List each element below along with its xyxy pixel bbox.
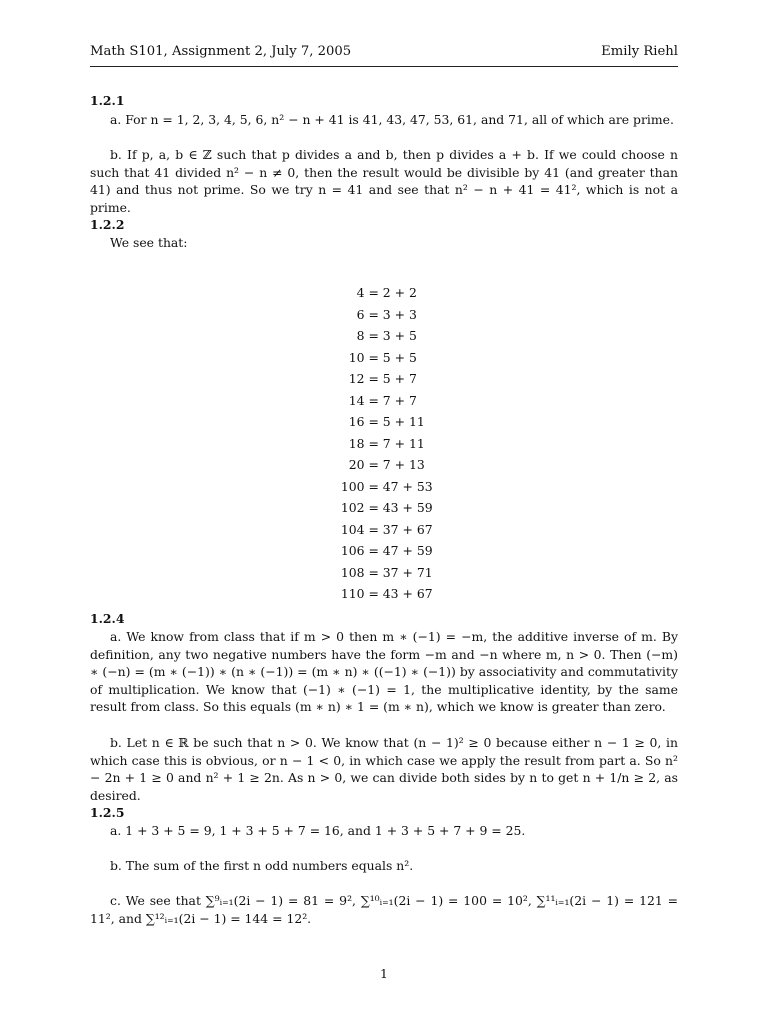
equals-sign: = (364, 414, 383, 429)
equals-sign: = (364, 543, 383, 558)
equation-rhs: 5 + 5 (382, 349, 417, 365)
equation-row (90, 540, 678, 562)
equation-row (90, 476, 678, 498)
equation-rhs: 43 + 59 (382, 500, 433, 515)
equation-row (90, 454, 678, 476)
equation-lhs: 20 (348, 457, 365, 472)
equation-row (90, 347, 678, 369)
page-number: 1 (380, 966, 388, 981)
equation-rhs: 3 + 3 (382, 306, 417, 322)
equation-rhs: 7 + 7 (382, 392, 417, 408)
equation-rhs: 5 + 7 (382, 371, 417, 386)
problem-1-2-5-b: b. The sum of the first n odd numbers equals n². (110, 858, 414, 873)
problem-1-2-4-a: a. We know from class that if m > 0 then m ∗ (−1) = −m, the additive inverse of m. By definition, any two negative numbers have the form −m and −n where m, n > 0. Then (−m) ∗ (−n) = (m ∗ (−1)) ∗ (n ∗ (−1)) = (m ∗ n) ∗ ((−1) ∗ (−1)) by associativity and commutativity of multiplication. We know that (−1) ∗ (−1) = 1, the multiplicative identity, by the same result from class. So this equals (m ∗ n) ∗ 1 = (m ∗ n), which we know is greater than zero. (90, 629, 682, 715)
equation-lhs: 10 (348, 349, 365, 365)
equals-sign: = (364, 285, 383, 300)
equals-sign: = (364, 349, 383, 365)
equation-rhs: 37 + 67 (382, 521, 433, 537)
section-title-1-2-1: 1.2.1 (90, 93, 125, 108)
equation-row (90, 562, 678, 584)
paper-page (90, 0, 682, 1024)
equation-row (90, 282, 678, 304)
equation-lhs: 100 (340, 478, 365, 494)
header-author: Emily Riehl (601, 44, 678, 59)
equation-lhs: 102 (340, 500, 365, 515)
equation-lhs: 14 (348, 392, 365, 408)
equals-sign: = (364, 328, 383, 343)
equation-rhs: 47 + 53 (382, 478, 433, 494)
problem-1-2-1-a: a. For n = 1, 2, 3, 4, 5, 6, n² − n + 41 is 41, 43, 47, 53, 61, and 71, all of which are prime. (110, 112, 674, 127)
equation-lhs: 4 (356, 285, 365, 300)
equation-lhs: 108 (340, 564, 365, 580)
equals-sign: = (364, 457, 383, 472)
problem-1-2-5-c: c. We see that ∑⁹ᵢ₌₁(2i − 1) = 81 = 9², ∑¹⁰ᵢ₌₁(2i − 1) = 100 = 10², ∑¹¹ᵢ₌₁(2i − 1) = 121 = 11², and ∑¹²ᵢ₌₁(2i − 1) = 144 = 12². (90, 893, 682, 926)
equals-sign: = (364, 371, 383, 386)
equation-rhs: 3 + 5 (382, 328, 417, 343)
equals-sign: = (364, 500, 383, 515)
equation-row (90, 390, 678, 412)
equation-row (90, 304, 678, 326)
equation-lhs: 106 (340, 543, 365, 558)
equation-lhs: 104 (340, 521, 365, 537)
header-rule (90, 66, 678, 67)
equation-rhs: 47 + 59 (382, 543, 433, 558)
problem-1-2-1-b: b. If p, a, b ∈ ℤ such that p divides a and b, then p divides a + b. If we could choose n such that 41 divided n² − n ≠ 0, then the result would be divisible by 41 (and greater than 41) and thus not prime. So we try n = 41 and see that n² − n + 41 = 41², which is not a prime. (90, 147, 682, 215)
equation-lhs: 12 (348, 371, 365, 386)
running-header (90, 44, 678, 59)
section-title-1-2-5: 1.2.5 (90, 805, 125, 820)
equals-sign: = (364, 564, 383, 580)
goldbach-equation-list (90, 282, 678, 605)
equation-lhs: 110 (340, 586, 365, 601)
section-title-1-2-4: 1.2.4 (90, 611, 125, 626)
equals-sign: = (364, 586, 383, 601)
equals-sign: = (364, 392, 383, 408)
problem-1-2-4-b: b. Let n ∈ ℝ be such that n > 0. We know that (n − 1)² ≥ 0 because either n − 1 ≥ 0, in which case this is obvious, or n − 1 < 0, in which case we apply the result from part a. So n² − 2n + 1 ≥ 0 and n² + 1 ≥ 2n. As n > 0, we can divide both sides by n to get n + 1/n ≥ 2, as desired. (90, 735, 682, 803)
equation-lhs: 18 (348, 435, 365, 451)
equals-sign: = (364, 478, 383, 494)
equals-sign: = (364, 306, 383, 322)
equation-row (90, 519, 678, 541)
equation-row (90, 433, 678, 455)
header-course: Math S101, Assignment 2, July 7, 2005 (90, 44, 352, 59)
equals-sign: = (364, 435, 383, 451)
equals-sign: = (364, 521, 383, 537)
equation-row (90, 325, 678, 347)
section-title-1-2-2: 1.2.2 (90, 217, 125, 232)
problem-1-2-5-a: a. 1 + 3 + 5 = 9, 1 + 3 + 5 + 7 = 16, and 1 + 3 + 5 + 7 + 9 = 25. (110, 823, 526, 838)
equation-lhs: 16 (348, 414, 365, 429)
equation-rhs: 7 + 13 (382, 457, 425, 472)
equation-rhs: 7 + 11 (382, 435, 425, 451)
equation-rhs: 37 + 71 (382, 564, 433, 580)
equation-rhs: 5 + 11 (382, 414, 425, 429)
problem-1-2-2-intro: We see that: (110, 235, 188, 250)
equation-row (90, 583, 678, 605)
equation-row (90, 497, 678, 519)
equation-lhs: 8 (356, 328, 365, 343)
equation-rhs: 2 + 2 (382, 285, 417, 300)
equation-row (90, 368, 678, 390)
equation-rhs: 43 + 67 (382, 586, 433, 601)
equation-lhs: 6 (356, 306, 365, 322)
equation-row (90, 411, 678, 433)
